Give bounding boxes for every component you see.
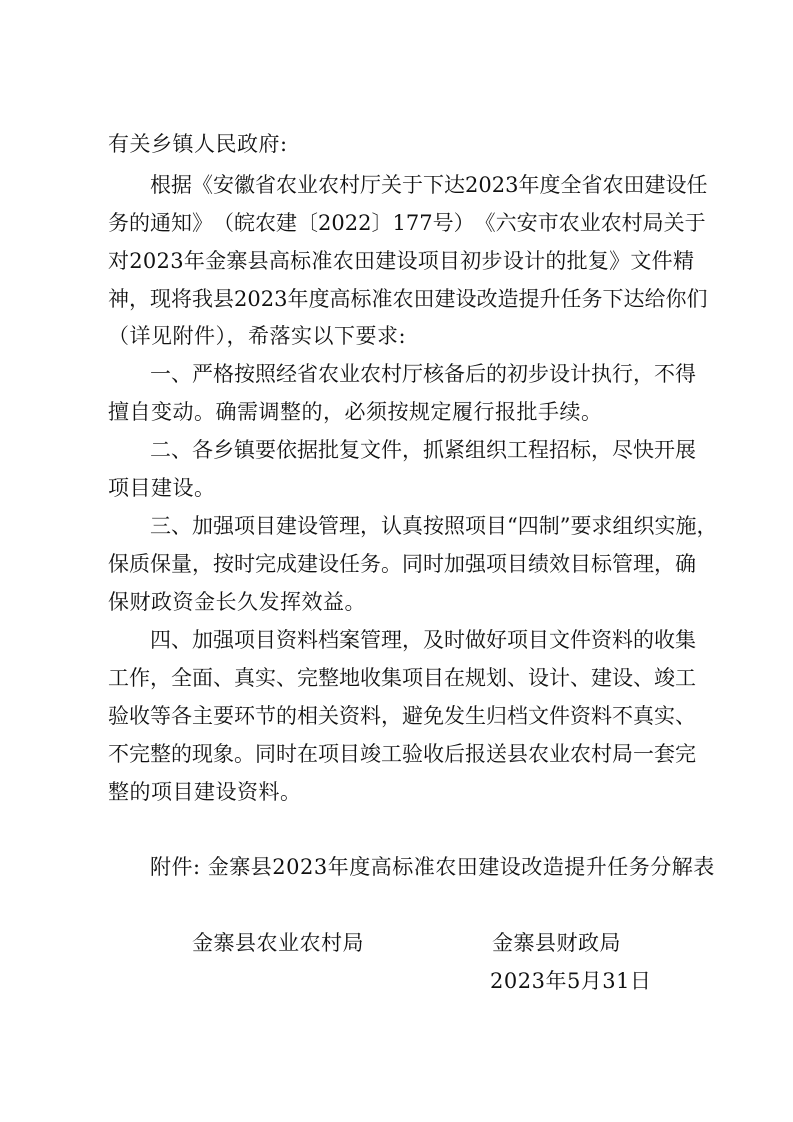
paragraph-3-line-2: 项目建设。 [108, 476, 216, 500]
paragraph-4-line-3: 保财政资金长久发挥效益。 [108, 590, 366, 614]
paragraph-5-line-4: 不 完 整 的 现 象 。 同 时 在 项 目 竣 工 验 收 后 报 送 县 农 业 农 村 局 一 套 完 [108, 742, 696, 766]
paragraph-4-line-2: 保 质 保 量 ， 按 时 完 成 建 设 任 务 。 同 时 加 强 项 目 绩 效 目 标 管 理 ， 确 [108, 552, 696, 576]
salutation: 有关乡镇人民政府: [108, 132, 288, 156]
issue-date: 2023年5月31日 [490, 969, 652, 993]
paragraph-1-line-5: （详见附件），希落实以下要求: [108, 324, 407, 348]
paragraph-1-line-1: 根 据 《 安 徽 省 农 业 农 村 厅 关 于 下 达 2 0 2 3 年 度 全 省 农 田 建 设 任 [150, 173, 708, 197]
signature-finance-bureau: 金寨县财政局 [492, 931, 621, 955]
paragraph-4-line-1: 三 、 加 强 项 目 建 设 管 理 ， 认 真 按 照 项 目 “ 四 制 ” 要 求 组 织 实 施 ， [150, 514, 718, 538]
paragraph-1-line-2: 务 的 通 知 》 （ 皖 农 建 〔 2 0 2 2 〕 1 7 7 号 ） 《 六 安 市 农 业 农 村 局 关 于 [108, 211, 706, 235]
paragraph-5-line-2: 工 作 ， 全 面 、 真 实 、 完 整 地 收 集 项 目 在 规 划 、 设 计 、 建 设 、 竣 工 [108, 666, 696, 690]
signature-agriculture-bureau: 金寨县农业农村局 [192, 931, 364, 955]
paragraph-1-line-4: 神 ， 现 将 我 县 2 0 2 3 年 度 高 标 准 农 田 建 设 改 造 提 升 任 务 下 达 给 你 们 [108, 287, 708, 311]
paragraph-2-line-2: 擅自变动。确需调整的，必须按规定履行报批手续。 [108, 400, 603, 424]
paragraph-2-line-1: 一 、 严 格 按 照 经 省 农 业 农 村 厅 核 备 后 的 初 步 设 计 执 行 ， 不 得 [150, 362, 696, 386]
paragraph-3-line-1: 二 、 各 乡 镇 要 依 据 批 复 文 件 ， 抓 紧 组 织 工 程 招 标 ， 尽 快 开 展 [150, 438, 696, 462]
paragraph-5-line-5: 整的项目建设资料。 [108, 780, 302, 804]
paragraph-1-line-3: 对 2 0 2 3 年 金 寨 县 高 标 准 农 田 建 设 项 目 初 步 设 计 的 批 复 》 文 件 精 [108, 249, 694, 273]
paragraph-5-line-1: 四 、 加 强 项 目 资 料 档 案 管 理 ， 及 时 做 好 项 目 文 件 资 料 的 收 集 [150, 628, 696, 652]
paragraph-5-line-3: 验 收 等 各 主 要 环 节 的 相 关 资 料 ， 避 免 发 生 归 档 文 件 资 料 不 真 实 、 [108, 704, 696, 728]
attachment-note: 附件: 金寨县2023年度高标准农田建设改造提升任务分解表 [150, 855, 715, 879]
